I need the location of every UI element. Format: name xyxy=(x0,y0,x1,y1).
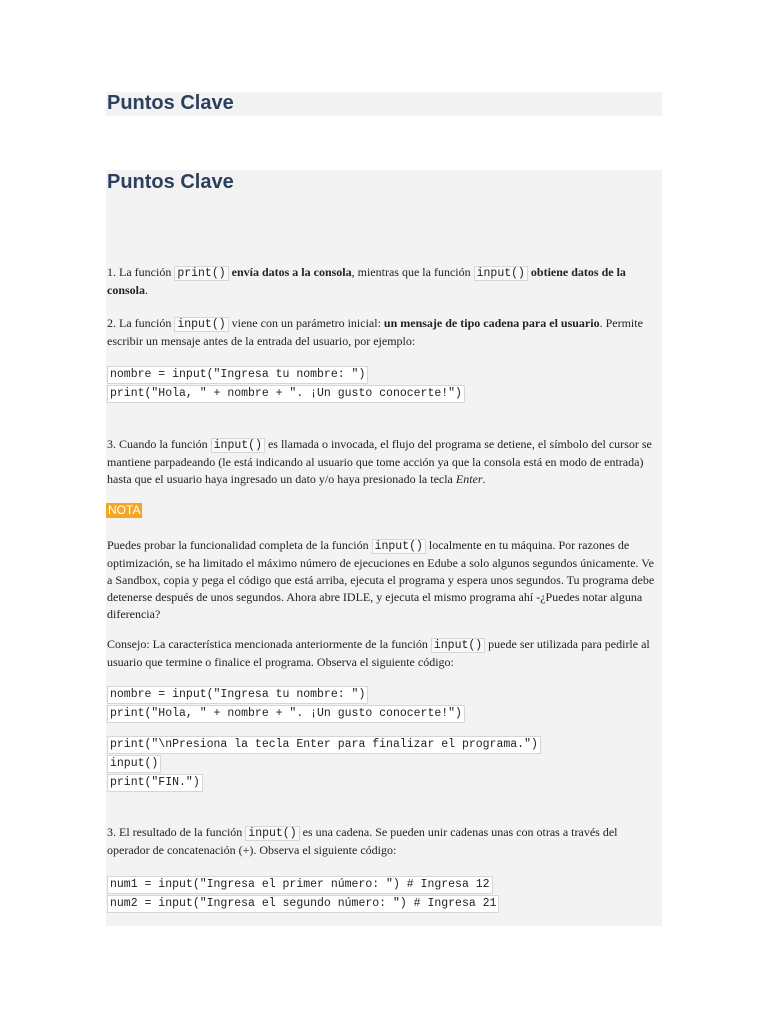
code-line: nombre = input("Ingresa tu nombre: ") xyxy=(107,686,368,704)
code-line: print("FIN.") xyxy=(107,774,203,792)
inline-code: input() xyxy=(211,438,265,453)
inline-code: input() xyxy=(431,638,485,653)
paragraph-5: Consejo: La característica mencionada anteriormente de la función input() puede ser utilizada para pedirle al usuario que termine o finalice el programa. Observa el siguiente código: xyxy=(107,637,650,669)
inline-code: input() xyxy=(474,266,528,281)
nota-badge: NOTA xyxy=(108,503,141,517)
code-line: num2 = input("Ingresa el segundo número: ") # Ingresa 21 xyxy=(107,895,499,913)
inline-code: input() xyxy=(245,826,299,841)
paragraph-2: 2. La función input() viene con un parámetro inicial: un mensaje de tipo cadena para el usuario. Permite escribir un mensaje antes de la entrada del usuario, por ejemplo: xyxy=(107,316,643,348)
code-block-2 xyxy=(107,686,465,724)
code-line: nombre = input("Ingresa tu nombre: ") xyxy=(107,366,368,384)
inline-code: input() xyxy=(372,539,426,554)
paragraph-4: Puedes probar la funcionalidad completa de la función input() localmente en tu máquina. Por razones de optimización, se ha limitado el máximo número de ejecuciones en Edube a solo algunos segundos únicamente. Ve a Sandbox, copia y pega el código que está arriba, ejecuta el programa y espera unos segundos. Tu programa debe detenerse después de unos segundos. Ahora abre IDLE, y ejecuta el mismo programa ahí -¿Puedes notar alguna diferencia? xyxy=(107,538,655,621)
code-line: input() xyxy=(107,755,161,773)
section-title: Puntos Clave xyxy=(107,171,234,193)
page-title: Puntos Clave xyxy=(107,92,234,114)
inline-code: input() xyxy=(174,317,228,332)
code-line: print("Hola, " + nombre + ". ¡Un gusto conocerte!") xyxy=(107,385,465,403)
code-block-4 xyxy=(107,876,499,914)
paragraph-1: 1. La función print() envía datos a la consola, mientras que la función input() obtiene datos de la consola. xyxy=(107,265,626,297)
code-block-1 xyxy=(107,366,465,404)
code-block-3 xyxy=(107,736,541,793)
inline-code: print() xyxy=(174,266,228,281)
paragraph-3: 3. Cuando la función input() es llamada o invocada, el flujo del programa se detiene, el símbolo del cursor se mantiene parpadeando (le está indicando al usuario que tome acción ya que la consola está en modo de entrada) hasta que el usuario haya ingresado un dato y/o haya presionado la tecla Enter. xyxy=(107,437,652,486)
code-line: print("Hola, " + nombre + ". ¡Un gusto conocerte!") xyxy=(107,705,465,723)
code-line: print("\nPresiona la tecla Enter para finalizar el programa.") xyxy=(107,736,541,754)
code-line: num1 = input("Ingresa el primer número: ") # Ingresa 12 xyxy=(107,876,493,894)
paragraph-6: 3. El resultado de la función input() es una cadena. Se pueden unir cadenas unas con otras a través del operador de concatenación (+). Observa el siguiente código: xyxy=(107,825,618,857)
